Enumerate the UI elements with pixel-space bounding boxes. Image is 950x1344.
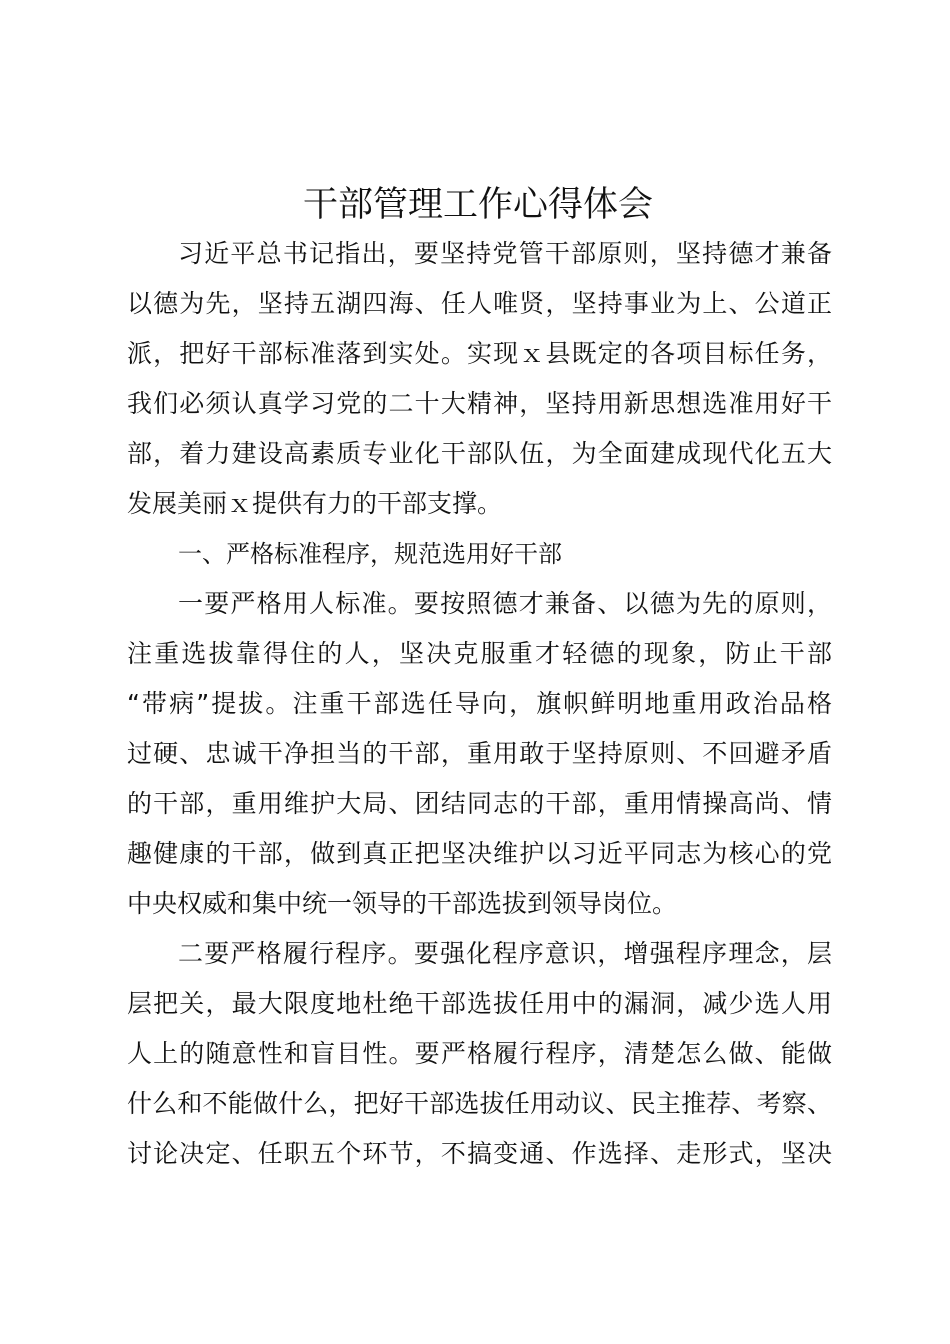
text-line: 部，着力建设高素质专业化干部队伍，为全面建成现代化五大	[127, 439, 832, 468]
text-line: 什么和不能做什么，把好干部选拔任用动议、民主推荐、考察、	[127, 1089, 832, 1118]
text-line: 中央权威和集中统一领导的干部选拔到领导岗位。	[127, 889, 678, 918]
text-line: 趣健康的干部，做到真正把坚决维护以习近平同志为核心的党	[127, 839, 832, 868]
text-line: “带病”提拔。注重干部选任导向，旗帜鲜明地重用政治品格	[127, 689, 832, 718]
text-line: 人上的随意性和盲目性。要严格履行程序，清楚怎么做、能做	[127, 1039, 832, 1068]
text-line: 的干部，重用维护大局、团结同志的干部，重用情操高尚、情	[127, 789, 832, 818]
text-line: 讨论决定、任职五个环节，不搞变通、作选择、走形式，坚决	[127, 1139, 832, 1168]
section-heading: 一、严格标准程序，规范选用好干部	[178, 540, 562, 568]
text-line: 派，把好干部标准落到实处。实现ｘ县既定的各项目标任务，	[127, 339, 832, 368]
text-line: 层把关，最大限度地杜绝干部选拔任用中的漏洞，减少选人用	[127, 989, 832, 1018]
text-line: 过硬、忠诚干净担当的干部，重用敢于坚持原则、不回避矛盾	[127, 739, 832, 768]
text-line: 发展美丽ｘ提供有力的干部支撑。	[127, 489, 503, 518]
text-line: 习近平总书记指出，要坚持党管干部原则，坚持德才兼备	[178, 239, 832, 268]
document-title: 干部管理工作心得体会	[302, 185, 653, 225]
text-line: 一要严格用人标准。要按照德才兼备、以德为先的原则，	[178, 589, 832, 618]
text-line: 以德为先，坚持五湖四海、任人唯贤，坚持事业为上、公道正	[127, 289, 832, 318]
text-line: 二要严格履行程序。要强化程序意识，增强程序理念，层	[178, 939, 832, 968]
text-line: 我们必须认真学习党的二十大精神，坚持用新思想选准用好干	[127, 389, 832, 418]
text-line: 注重选拔靠得住的人，坚决克服重才轻德的现象，防止干部	[127, 639, 832, 668]
